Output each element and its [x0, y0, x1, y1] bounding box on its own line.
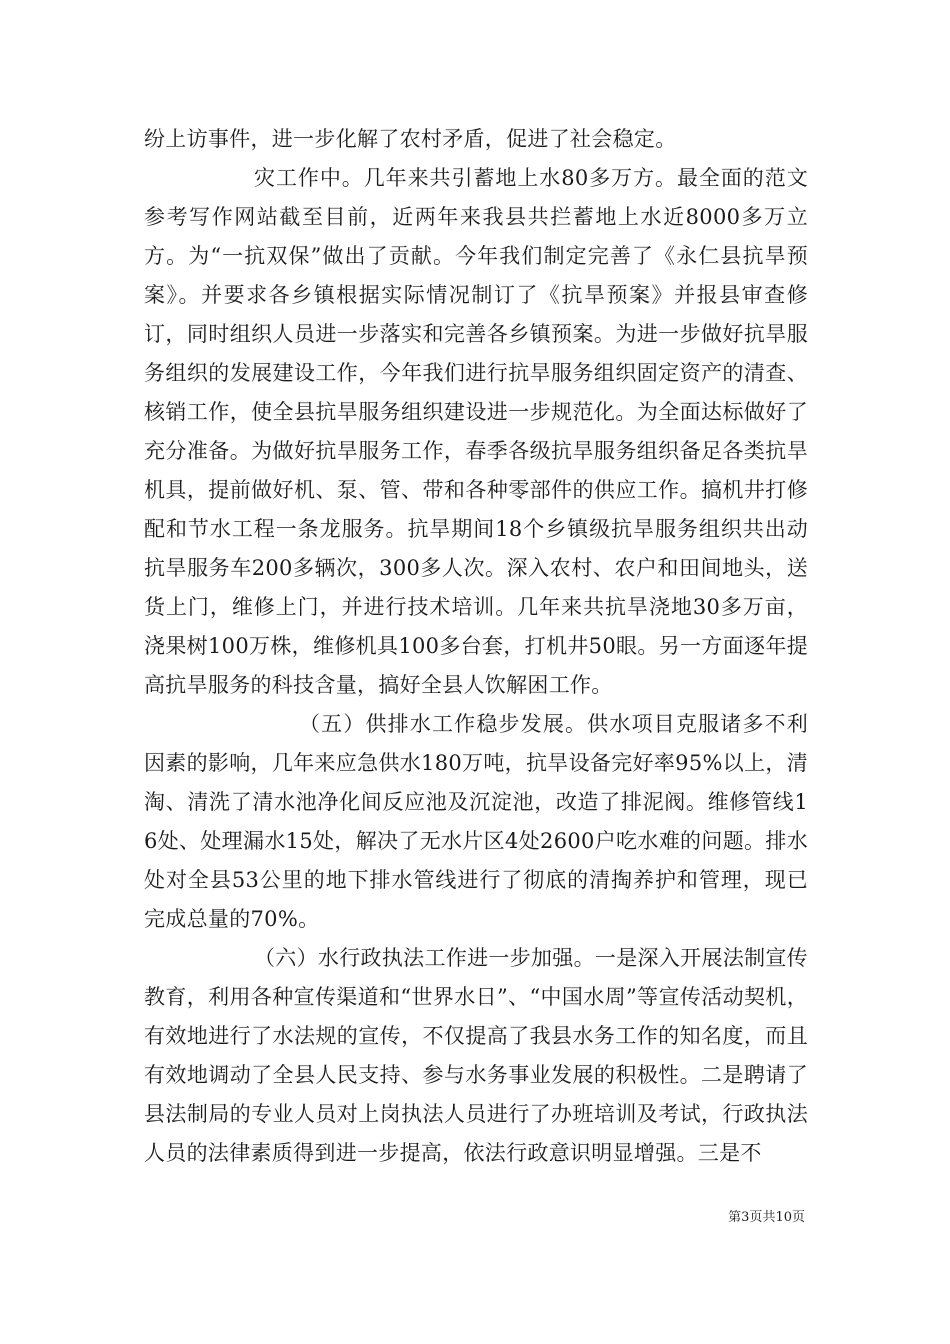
paragraph-2: 灾工作中。几年来共引蓄地上水80多万方。最全面的范文参考写作网站截至目前，近两年来我县共拦蓄地上水近8000多万立方。为“一抗双保”做出了贡献。今年我们制定完善了《永仁县抗旱预案》。并要求各乡镇根据实际情况制订了《抗旱预案》并报县审查修订，同时组织人员进一步落实和完善各乡镇预案。为进一步做好抗旱服务组织的发展建设工作，今年我们进行抗旱服务组织固定资产的清查、核销工作，使全县抗旱服务组织建设进一步规范化。为全面达标做好了充分准备。为做好抗旱服务工作，春季各级抗旱服务组织备足各类抗旱机具，提前做好机、泵、管、带和各种零部件的供应工作。搞机井打修配和节水工程一条龙服务。抗旱期间18个乡镇级抗旱服务组织共出动抗旱服务车200多辆次，300多人次。深入农村、农户和田间地头，送货上门，维修上门，并进行技术培训。几年来共抗旱浇地30多万亩，浇果树100万株，维修机具100多台套，打机井50眼。另一方面逐年提高抗旱服务的科技含量，搞好全县人饮解困工作。	[144, 166, 808, 697]
paragraph-3: （五）供排水工作稳步发展。供水项目克服诸多不利因素的影响，几年来应急供水180万吨，抗旱设备完好率95%以上，清淘、清洗了清水池净化间反应池及沉淀池，改造了排泥阀。维修管线16处、处理漏水15处，解决了无水片区4处2600户吃水难的问题。排水处对全县53公里的地下排水管线进行了彻底的清掏养护和管理，现已完成总量的70%。	[144, 712, 808, 931]
page-number-footer: 第3页共10页	[728, 1210, 805, 1225]
body-text	[144, 120, 808, 1173]
paragraph-4: （六）水行政执法工作进一步加强。一是深入开展法制宣传教育，利用各种宣传渠道和“世界水日”、“中国水周”等宣传活动契机，有效地进行了水法规的宣传，不仅提高了我县水务工作的知名度，而且有效地调动了全县人民支持、参与水务事业发展的积极性。二是聘请了县法制局的专业人员对上岗执法人员进行了办班培训及考试，行政执法人员的法律素质得到进一步提高，依法行政意识明显增强。三是不	[144, 946, 808, 1165]
paragraph-1: 纷上访事件，进一步化解了农村矛盾，促进了社会稳定。	[144, 127, 677, 151]
